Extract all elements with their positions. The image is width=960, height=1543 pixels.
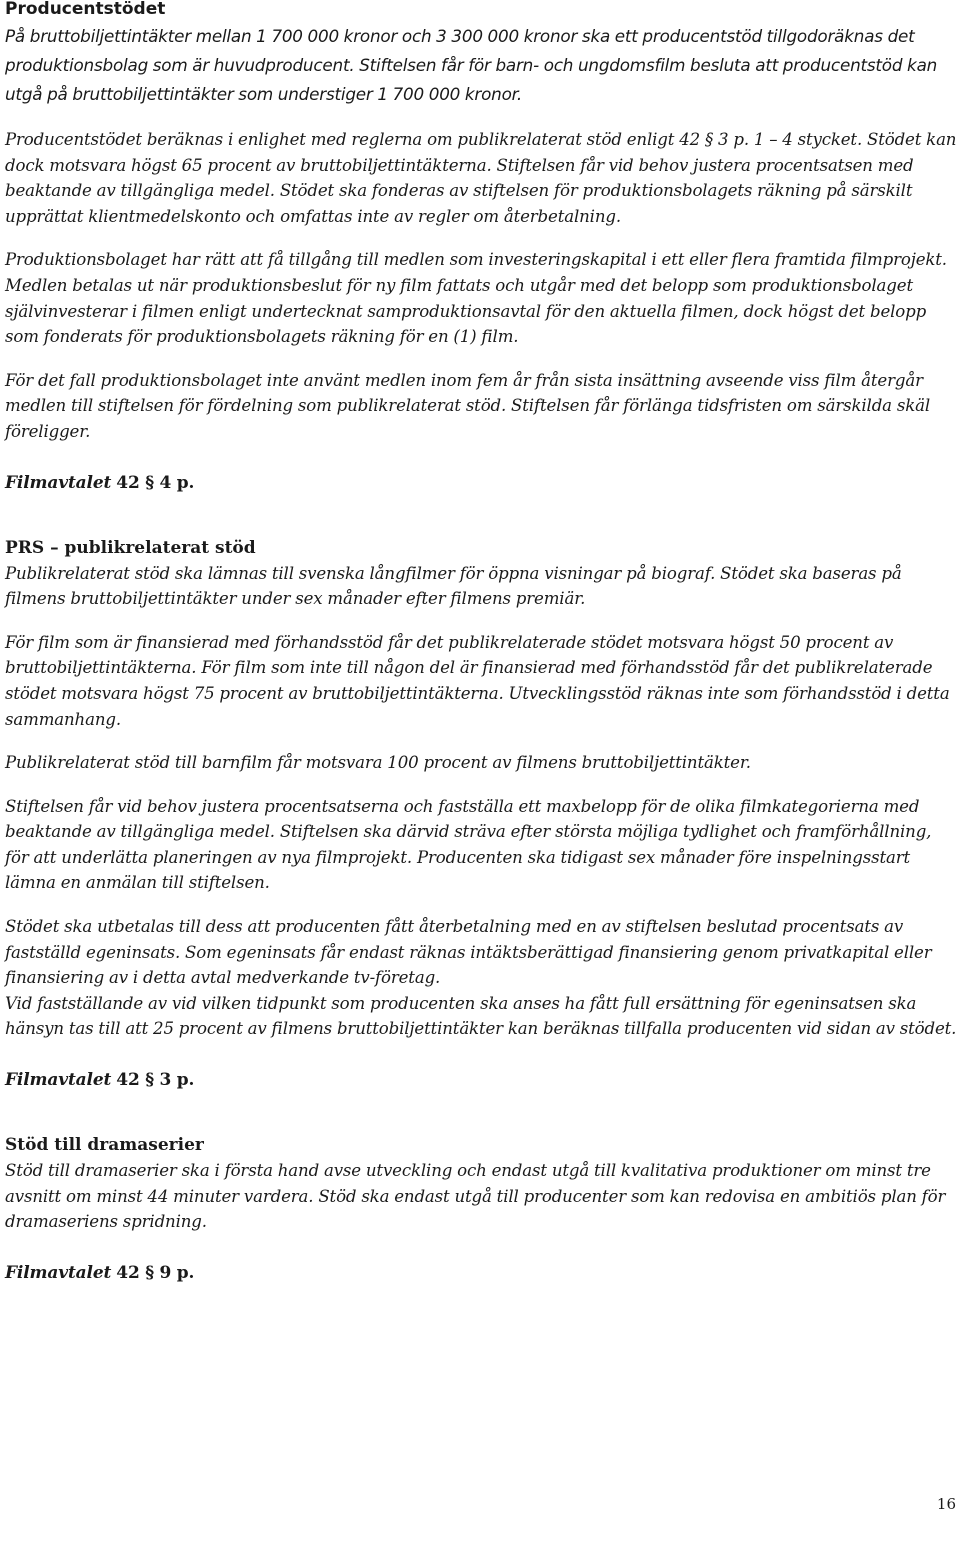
reference-number: 42 § 4 p. bbox=[116, 472, 195, 493]
reference-number: 42 § 9 p. bbox=[116, 1262, 195, 1283]
reference-number: 42 § 3 p. bbox=[116, 1070, 195, 1091]
paragraph: På bruttobiljettintäkter mellan 1 700 000 kronor och 3 300 000 kronor ska ett producentstöd tillgodoräknas det produktionsbolag som är huvudproducent. Stiftelsen får för barn- och ungdomsfilm besluta att producentstöd kan utgå på bruttobiljettintäkter som understiger 1 700 000 kronor. bbox=[5, 26, 938, 104]
paragraph: Publikrelaterat stöd till barnfilm får motsvara 100 procent av filmens bruttobiljettintäkter. bbox=[5, 753, 751, 773]
paragraph: Stöd till dramaserier ska i första hand avse utveckling och endast utgå till kvalitativa produktioner om minst tre avsnitt om minst 44 minuter vardera. Stöd ska endast utgå till producenter som kan redovisa en ambitiös plan för dramaseriens spridning. bbox=[5, 1161, 946, 1232]
section-heading-producentstodet: Producentstödet bbox=[5, 0, 166, 19]
paragraph: Stödet ska utbetalas till dess att producenten fått återbetalning med en av stiftelsen beslutad procentsats av fastställd egeninsats. Som egeninsats får endast räknas intäktsberättigad finansiering genom privatkapital eller finansiering av i detta avtal medverkande tv-företag. bbox=[5, 917, 932, 988]
paragraph: Produktionsbolaget har rätt att få tillgång till medlen som investeringskapital i ett eller flera framtida filmprojekt. Medlen betalas ut när produktionsbeslut för ny film fattats och utgår med det belopp som produktionsbolaget självinvesterar i filmen enligt undertecknat samproduktionsavtal för den aktuella filmen, dock högst det belopp som fonderats för produktionsbolagets räkning för en (1) film. bbox=[5, 250, 947, 347]
legal-reference bbox=[5, 1261, 957, 1286]
paragraph: Vid fastställande av vid vilken tidpunkt som producenten ska anses ha fått full ersättning för egeninsatsen ska hänsyn tas till att 25 procent av filmens bruttobiljettintäkter kan beräknas tillfalla producenten vid sidan av stödet. bbox=[5, 993, 957, 1039]
paragraph: För det fall produktionsbolaget inte använt medlen inom fem år från sista insättning avseende viss film återgår medlen till stiftelsen för fördelning som publikrelaterat stöd. Stiftelsen får förlänga tidsfristen om särskilda skäl föreligger. bbox=[5, 370, 931, 441]
legal-reference bbox=[5, 471, 957, 496]
page-number: 16 bbox=[936, 1495, 956, 1513]
legal-reference bbox=[5, 1068, 957, 1093]
paragraph: Stiftelsen får vid behov justera procentsatserna och fastställa ett maxbelopp för de olika filmkategorierna med beaktande av tillgängliga medel. Stiftelsen ska därvid sträva efter största möjliga tydlighet och framförhållning, för att underlätta planeringen av nya filmprojekt. Producenten ska tidigast sex månader före inspelningsstart lämna en anmälan till stiftelsen. bbox=[5, 796, 932, 893]
section-heading-prs: PRS – publikrelaterat stöd bbox=[5, 537, 256, 558]
paragraph: Producentstödet beräknas i enlighet med reglerna om publikrelaterat stöd enligt 42 § 3 p. 1 – 4 stycket. Stödet kan dock motsvara högst 65 procent av bruttobiljettintäkterna. Stiftelsen får vid behov justera procentsatsen med beaktande av tillgängliga medel. Stödet ska fonderas av stiftelsen för produktionsbolagets räkning på särskilt upprättat klientmedelskonto och omfattas inte av regler om återbetalning. bbox=[5, 130, 957, 226]
reference-label: Filmavtalet bbox=[5, 1070, 112, 1091]
paragraph: För film som är finansierad med förhandsstöd får det publikrelaterade stödet motsvara högst 50 procent av bruttobiljettintäkterna. För film som inte till någon del är finansierad med förhandsstöd får det publikrelaterade stödet motsvara högst 75 procent av bruttobiljettintäkterna. Utvecklingsstöd räknas inte som förhandsstöd i detta sammanhang. bbox=[5, 632, 950, 729]
reference-label: Filmavtalet bbox=[5, 472, 112, 493]
paragraph: Publikrelaterat stöd ska lämnas till svenska långfilmer för öppna visningar på biograf. Stödet ska baseras på filmens bruttobiljettintäkter under sex månader efter filmens premiär. bbox=[5, 563, 902, 609]
section-heading-dramaserier: Stöd till dramaserier bbox=[5, 1135, 204, 1156]
document-page bbox=[5, 0, 957, 1286]
reference-label: Filmavtalet bbox=[5, 1262, 112, 1283]
